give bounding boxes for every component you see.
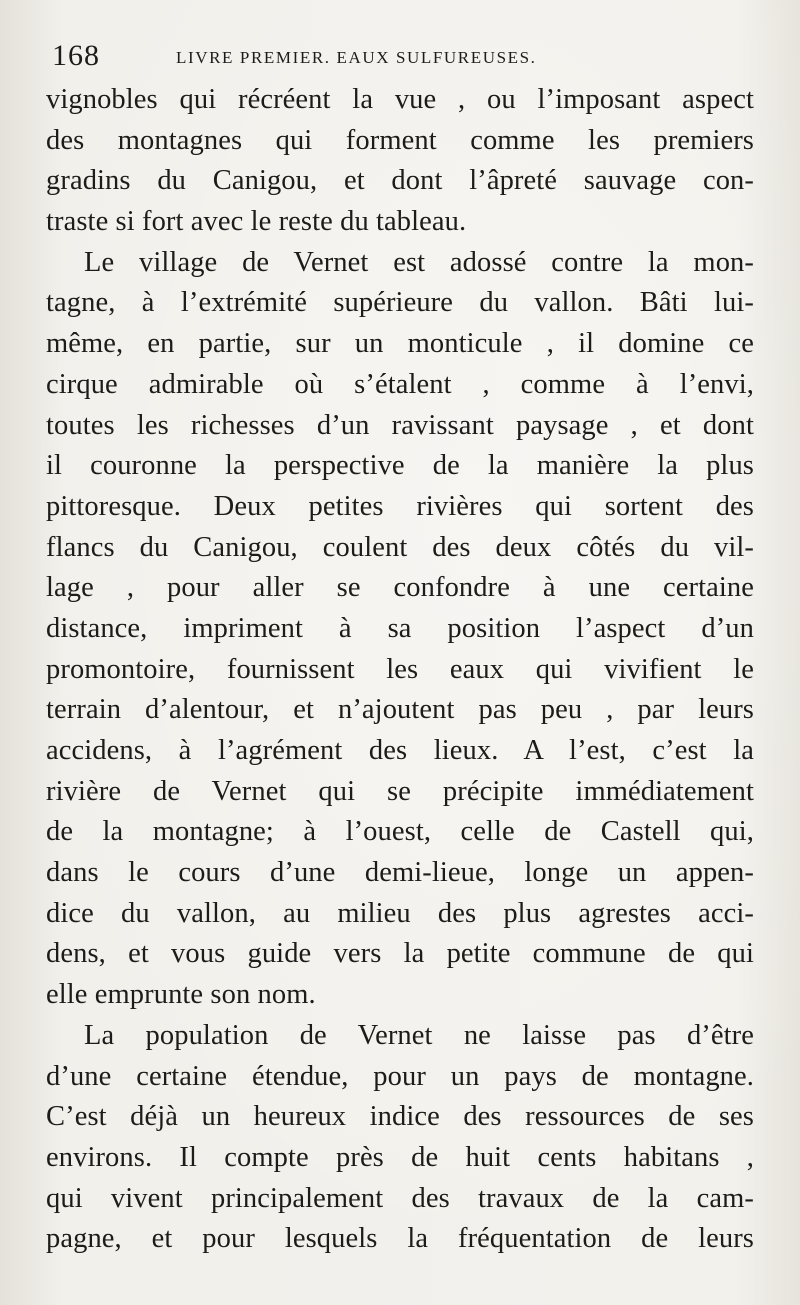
- text-line: accidens, à l’agrément des lieux. A l’est, c’est la: [46, 735, 754, 766]
- text-line: rivière de Vernet qui se précipite immédiatement: [46, 775, 754, 807]
- page-header: [46, 36, 754, 76]
- text-line: lage , pour aller se confondre à une certaine: [46, 572, 754, 604]
- text-line: toutes les richesses d’un ravissant paysage , et dont: [46, 409, 754, 441]
- running-head: LIVRE PREMIER. EAUX SULFUREUSES.: [176, 48, 537, 67]
- text-line: tagne, à l’extrémité supérieure du vallon. Bâti lui-: [46, 287, 754, 319]
- text-line: Le village de Vernet est adossé contre la mon-: [84, 246, 754, 278]
- body-text: [46, 80, 754, 1260]
- text-line: d’une certaine étendue, pour un pays de montagne.: [46, 1060, 754, 1092]
- text-line: dice du vallon, au milieu des plus agrestes acci-: [46, 897, 754, 929]
- text-line: C’est déjà un heureux indice des ressources de ses: [46, 1101, 754, 1133]
- text-line: qui vivent principalement des travaux de la cam-: [46, 1182, 754, 1214]
- page-number: 168: [52, 39, 100, 72]
- text-line: cirque admirable où s’étalent , comme à l’envi,: [46, 368, 754, 400]
- text-line: de la montagne; à l’ouest, celle de Castell qui,: [46, 816, 754, 848]
- text-line: flancs du Canigou, coulent des deux côtés du vil-: [46, 531, 754, 563]
- text-line: traste si fort avec le reste du tableau.: [46, 206, 467, 238]
- text-line: terrain d’alentour, et n’ajoutent pas peu , par leurs: [46, 694, 754, 726]
- text-line: même, en partie, sur un monticule , il domine ce: [46, 328, 754, 360]
- text-line: promontoire, fournissent les eaux qui vivifient le: [46, 653, 754, 685]
- text-line: pagne, et pour lesquels la fréquentation de leurs: [46, 1223, 754, 1255]
- text-line: dens, et vous guide vers la petite commune de qui: [46, 938, 754, 970]
- text-line: pittoresque. Deux petites rivières qui sortent des: [46, 490, 754, 522]
- text-line: vignobles qui récréent la vue , ou l’imposant aspect: [46, 84, 754, 115]
- text-line: environs. Il compte près de huit cents habitans ,: [46, 1141, 754, 1173]
- text-line: dans le cours d’une demi-lieue, longe un appen-: [46, 857, 754, 889]
- text-line: des montagnes qui forment comme les premiers: [46, 124, 754, 156]
- text-line: distance, impriment à sa position l’aspect d’un: [46, 612, 754, 644]
- text-line: elle emprunte son nom.: [46, 979, 316, 1011]
- text-line: La population de Vernet ne laisse pas d’être: [84, 1019, 754, 1051]
- text-line: il couronne la perspective de la manière la plus: [46, 450, 754, 482]
- text-line: gradins du Canigou, et dont l’âpreté sauvage con-: [46, 165, 754, 197]
